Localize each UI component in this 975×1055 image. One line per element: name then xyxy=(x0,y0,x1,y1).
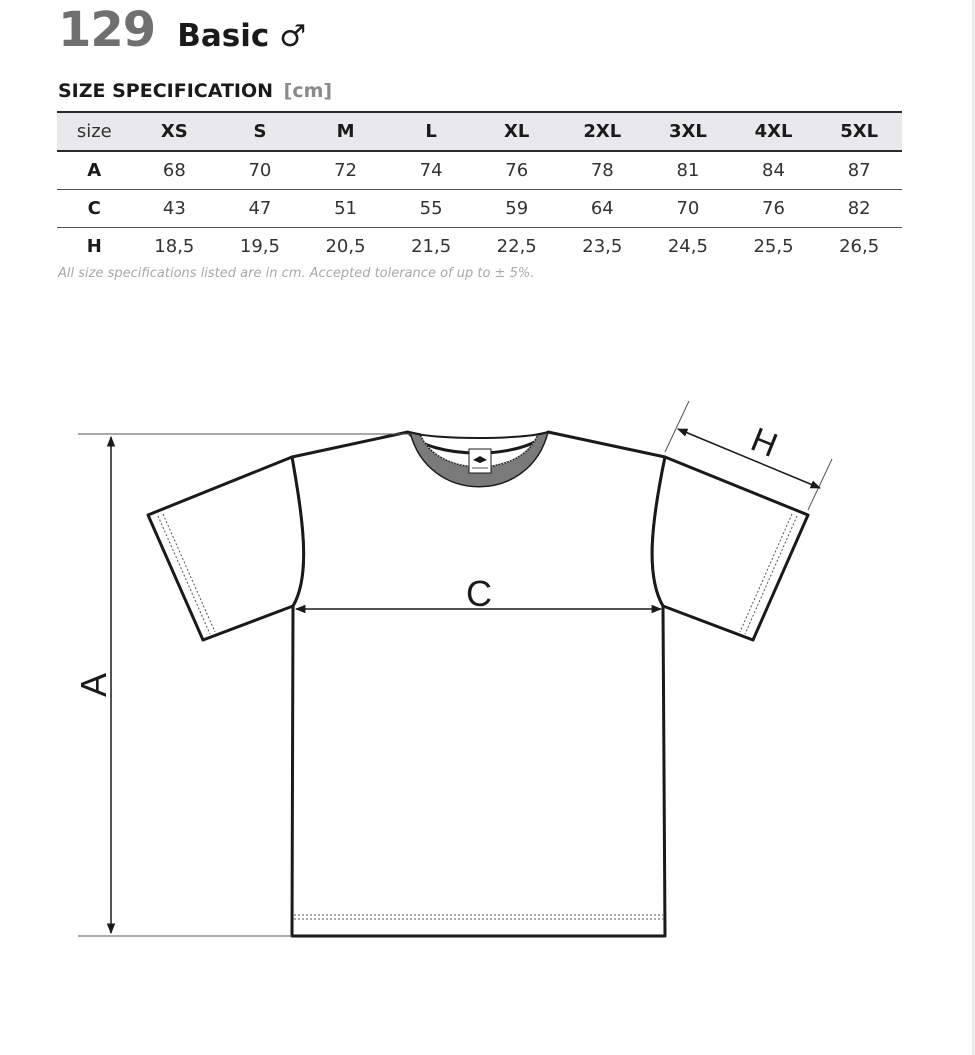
row-label: H xyxy=(86,236,102,257)
table-cell: 70 xyxy=(645,190,731,228)
table-cell: 64 xyxy=(560,190,646,228)
table-cell: 22,5 xyxy=(496,236,537,257)
table-cell: 24,5 xyxy=(667,236,708,257)
size-header-label: size xyxy=(57,112,132,151)
table-cell: 51 xyxy=(303,190,389,228)
table-cell: 87 xyxy=(816,151,902,190)
table-cell: 70 xyxy=(217,151,303,190)
male-gender-icon: ♂ xyxy=(279,19,307,54)
table-cell: 43 xyxy=(132,190,218,228)
size-col-header: M xyxy=(303,112,389,151)
table-cell: 74 xyxy=(388,151,474,190)
size-col-header: 2XL xyxy=(560,112,646,151)
table-cell: 76 xyxy=(731,190,817,228)
tshirt-body xyxy=(292,432,665,936)
model-name: Basic xyxy=(177,18,270,54)
neck-label-icon xyxy=(469,449,491,473)
tshirt-outline xyxy=(148,432,808,936)
size-col-header: 5XL xyxy=(816,112,902,151)
spec-title-text: SIZE SPECIFICATION xyxy=(58,80,274,102)
label-a: A xyxy=(73,672,114,698)
size-col-header: S xyxy=(217,112,303,151)
table-cell: 23,5 xyxy=(582,236,623,257)
row-label: C xyxy=(57,190,132,228)
table-cell: 18,5 xyxy=(154,236,195,257)
model-number: 129 xyxy=(58,2,156,58)
size-col-header: XS xyxy=(132,112,218,151)
label-h: H xyxy=(745,420,783,466)
left-sleeve xyxy=(148,457,304,640)
row-label: A xyxy=(57,151,132,190)
table-cell: 68 xyxy=(132,151,218,190)
table-cell: 76 xyxy=(474,151,560,190)
table-cell: 78 xyxy=(560,151,646,190)
table-cell: 47 xyxy=(217,190,303,228)
label-c: C xyxy=(466,573,492,614)
tolerance-note: All size specifications listed are in cm. Accepted tolerance of up to ± 5%. xyxy=(58,266,535,281)
table-cell: 19,5 xyxy=(239,236,280,257)
table-cell: 20,5 xyxy=(325,236,366,257)
spec-unit: [cm] xyxy=(283,80,333,102)
table-cell: 82 xyxy=(816,190,902,228)
table-cell: 25,5 xyxy=(753,236,794,257)
size-col-header: XL xyxy=(474,112,560,151)
size-col-header: 4XL xyxy=(731,112,817,151)
table-cell: 21,5 xyxy=(411,236,452,257)
size-col-header: L xyxy=(388,112,474,151)
table-cell: 72 xyxy=(303,151,389,190)
table-cell: 55 xyxy=(388,190,474,228)
table-cell: 81 xyxy=(645,151,731,190)
table-cell: 59 xyxy=(474,190,560,228)
right-sleeve xyxy=(652,457,808,640)
table-cell: 26,5 xyxy=(839,236,880,257)
size-col-header: 3XL xyxy=(645,112,731,151)
table-cell: 84 xyxy=(731,151,817,190)
